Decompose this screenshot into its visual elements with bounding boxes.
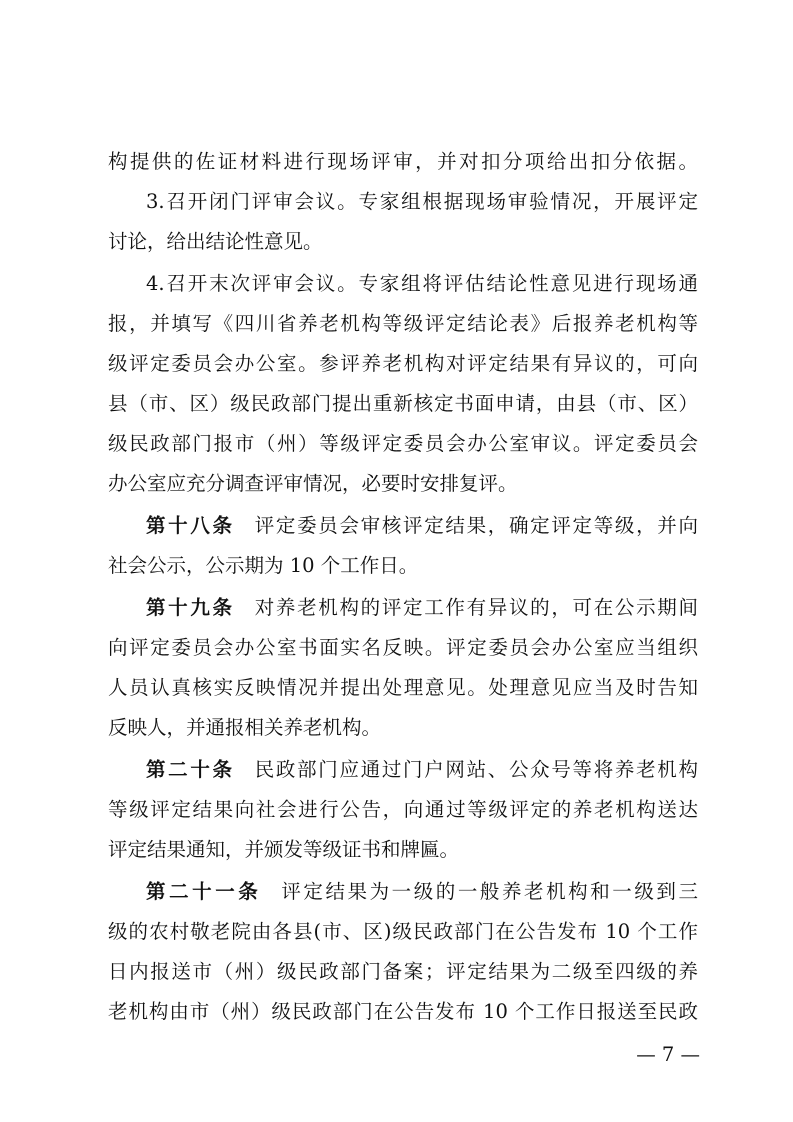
text-line: [108, 790, 698, 830]
line-text: 3.召开闭门评审会议。专家组根据现场审验情况，开展评定: [146, 190, 698, 213]
article-18-first-line: [146, 506, 698, 546]
article-title: 第二十一条: [146, 880, 262, 903]
text-line: [108, 708, 698, 748]
text-line: [108, 222, 698, 262]
text-line: [108, 304, 698, 344]
text-line: [108, 546, 698, 586]
article-title: 第二十条: [146, 758, 235, 781]
text-line: [108, 384, 698, 424]
line-text: 县（市、区）级民政部门提出重新核定书面申请，由县（市、区）: [108, 392, 698, 415]
text-line: [108, 830, 698, 870]
text-line: [108, 464, 698, 504]
line-text: 民政部门应通过门户网站、公众号等将养老机构: [254, 758, 698, 781]
line-text: 社会公示，公示期为 10 个工作日。: [108, 554, 419, 577]
line-text: 等级评定结果向社会进行公告，向通过等级评定的养老机构送达: [108, 798, 698, 821]
text-line: [108, 992, 698, 1032]
line-text: 评定委员会审核评定结果，确定评定等级，并向: [254, 514, 698, 537]
line-text: 向评定委员会办公室书面实名反映。评定委员会办公室应当组织: [108, 636, 698, 659]
text-line: [108, 952, 698, 992]
line-text: 日内报送市（州）级民政部门备案；评定结果为二级至四级的养: [108, 960, 698, 983]
line-text: 级民政部门报市（州）等级评定委员会办公室审议。评定委员会: [108, 432, 698, 455]
line-text: 级评定委员会办公室。参评养老机构对评定结果有异议的，可向: [108, 352, 698, 375]
text-line: [108, 668, 698, 708]
line-text: 对养老机构的评定工作有异议的，可在公示期间: [254, 596, 698, 619]
text-line: [146, 264, 698, 304]
text-line: [108, 424, 698, 464]
line-text: 4.召开末次评审会议。专家组将评估结论性意见进行现场通: [146, 272, 698, 295]
text-line: [108, 912, 698, 952]
line-text: 反映人，并通报相关养老机构。: [108, 716, 382, 739]
line-text: 评定结果通知，并颁发等级证书和牌匾。: [108, 838, 460, 861]
text-line: [108, 628, 698, 668]
page-number: — 7 —: [636, 1043, 700, 1066]
article-21-first-line: [146, 872, 698, 912]
article-20-first-line: [146, 750, 698, 790]
article-19-first-line: [146, 588, 698, 628]
line-text: 讨论，给出结论性意见。: [108, 230, 323, 253]
article-title: 第十九条: [146, 596, 235, 619]
line-text: 报，并填写《四川省养老机构等级评定结论表》后报养老机构等: [108, 312, 698, 335]
line-text: 办公室应充分调查评审情况，必要时安排复评。: [108, 472, 518, 495]
line-text: 人员认真核实反映情况并提出处理意见。处理意见应当及时告知: [108, 676, 698, 699]
line-text: 老机构由市（州）级民政部门在公告发布 10 个工作日报送至民政: [108, 1000, 698, 1023]
text-line: [108, 344, 698, 384]
line-text: 构提供的佐证材料进行现场评审，并对扣分项给出扣分依据。: [108, 150, 698, 173]
line-text: 评定结果为一级的一般养老机构和一级到三: [281, 880, 698, 903]
text-line: [108, 142, 698, 182]
article-title: 第十八条: [146, 514, 235, 537]
text-line: [146, 182, 698, 222]
line-text: 级的农村敬老院由各县(市、区)级民政部门在公告发布 10 个工作: [108, 920, 698, 943]
